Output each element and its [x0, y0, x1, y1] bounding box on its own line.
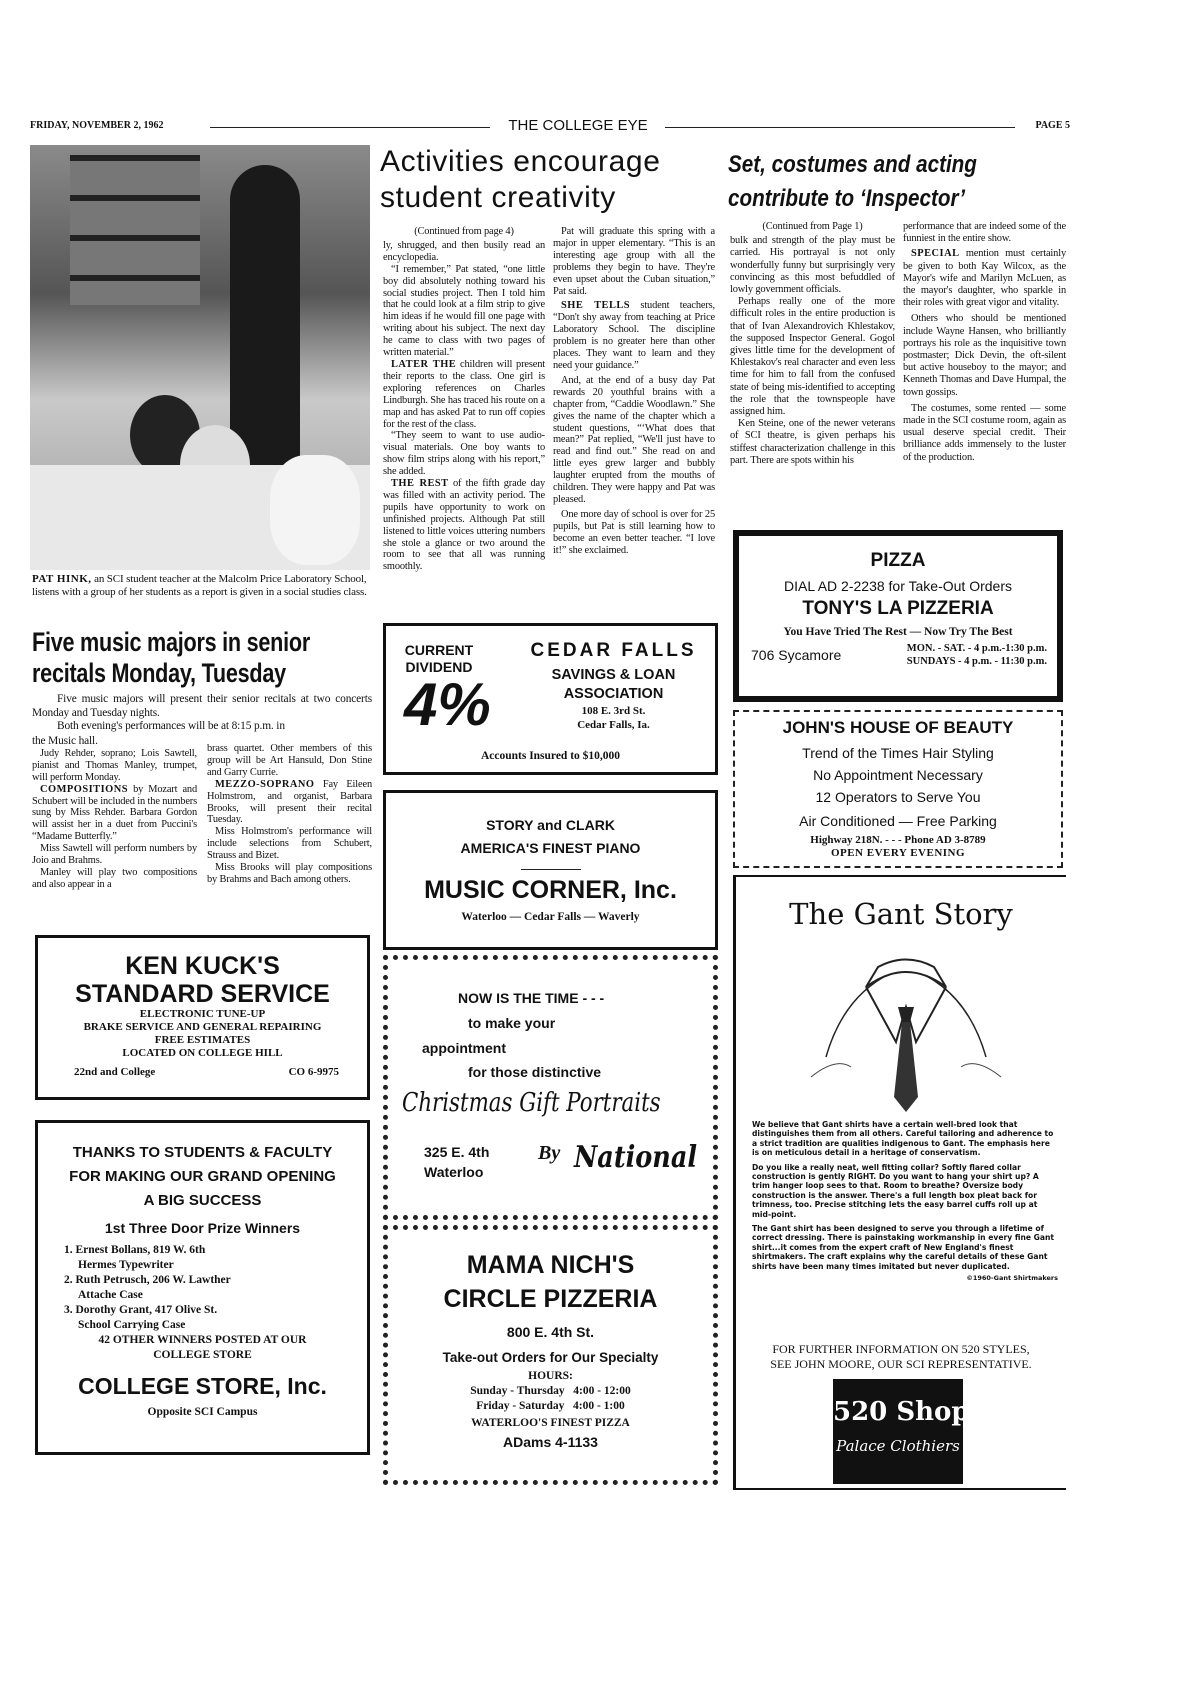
music-intro: Five music majors will present their senior recitals at two concerts Monday and Tuesday nights. Both evening's performances will be at 8:15 p.m. in: [32, 693, 372, 732]
inspector-col-1: (Continued from Page 1) bulk and strength of the play must be carried. His portrayal is not only wonderfully funny but surprisingly very convincing as this most befuddled of lowly government officials. Perhaps really one of the more difficult roles in the entire production is that of Ivan Alexandrovich Khlestakov, the supposed Inspector General. Gogol gives little time for the development of Khlestakov's real character and even less time for him to fall from the confused state of being mis-identified to accepting the role that the townspeople have assigned him. Ken Steine, one of the newer veterans of SCI theatre, is given perhaps his stiffest characterization challenge in this part. There are spots within his: [730, 221, 895, 466]
classroom-photo: [30, 145, 370, 570]
phone: CO 6-9975: [288, 1066, 339, 1078]
activities-col-2: Pat will graduate this spring with a major in upper elementary. “This is an interesting age group with all the problems they begin to have. They're even upset about the Cuban situation,” Pat said. SHE TELLS student teachers, “Don't shy away from teaching at Price Laboratory School. The discipline problem is no greater here than other places. They want to learn and they need your guidance.” And, at the end of a busy day Pat rewards 20 youthful brains with a chapter from, “Caddie Woodlawn.” She gives the name of the chapter which a student questions, “‘What does that mean?” Pat replied, “We'll just have to read and find out.” She read on and little eyes grew larger and bubbly laughter erupted from the mouths of children. They were happy and Pat was pleased. One more day of school is over for 25 pupils, but Pat is still learning how to become an even better teacher. “I love it!” she exclaimed.: [553, 226, 715, 556]
dividend-rate: 4%: [404, 671, 491, 738]
ken-kuck-ad: KEN KUCK'S STANDARD SERVICE ELECTRONIC TUNE-UP BRAKE SERVICE AND GENERAL REPAIRING FREE ESTIMATES LOCATED ON COLLEGE HILL 22nd and College CO 6-9975: [35, 935, 370, 1100]
address: 706 Sycamore: [751, 647, 842, 663]
winner-1: 1. Ernest Bollans, 819 W. 6th: [64, 1244, 206, 1256]
520-shop-logo: 520 Shop Palace Clothiers: [833, 1379, 963, 1484]
activities-headline: Activities encourage student creativity: [380, 145, 661, 214]
shirt-collar-illustration: [806, 947, 1006, 1117]
winner-3: 3. Dorothy Grant, 417 Olive St.: [64, 1304, 218, 1316]
music-col-1: the Music hall. Judy Rehder, soprano; Lois Sawtell, pianist and Thomas Manley, trumpet, will perform Monday. COMPOSITIONS by Mozart and Schubert will be included in the numbers sung by Miss Rehder. Barbara Gordon will assist her in a duet from Puccini's “Madame Butterfly.” Miss Sawtell will perform numbers by Joio and Brahms. Manley will play two compositions and also appear in a: [32, 735, 197, 890]
college-store-ad: THANKS TO STUDENTS & FACULTY FOR MAKING OUR GRAND OPENING A BIG SUCCESS 1st Three Door Prize Winners 1. Ernest Bollans, 819 W. 6th Hermes Typewriter 2. Ruth Petrusch, 206 W. Lawther Attache Case 3. Dorothy Grant, 417 Olive St. School Carrying Case 42 OTHER WINNERS POSTED AT OUR COLLEGE STORE COLLEGE STORE, Inc. Opposite SCI Campus: [35, 1120, 370, 1455]
divider: [665, 127, 1015, 128]
gant-info: FOR FURTHER INFORMATION ON 520 STYLES, SEE JOHN MOORE, OUR SCI REPRESENTATIVE.: [770, 1342, 1032, 1371]
winner-2: 2. Ruth Petrusch, 206 W. Lawther: [64, 1274, 231, 1286]
address: 22nd and College: [74, 1066, 156, 1078]
johns-house-of-beauty-ad: JOHN'S HOUSE OF BEAUTY Trend of the Times Hair Styling No Appointment Necessary 12 Operators to Serve You Air Conditioned — Free Parking Highway 218N. - - - Phone AD 3-8789 OPEN EVERY EVENING: [733, 710, 1063, 868]
gant-copy: We believe that Gant shirts have a certain well-bred look that distinguishes them from all others. Careful tailoring and adherence to a strict tradition are qualities indigenous to Gant. The emphasis here is on meticulous detail in a heritage of conservatism. Do you like a really neat, well fitting collar? Softly flared collar construction is gently RIGHT. Do you want to hang your shirt up? A trim hanger loop sees to that. Room to breathe? Oversize body construction is the answer. There's a full length box pleat back for trimness, too. Precise stitching lets the easy barrel cuffs roll up at mid-point. The Gant shirt has been designed to serve you through a lifetime of correct dressing. There is painstaking workmanship in every fine Gant shirt...it comes from the expert craft of New England's finest shirtmakers. The craft explains why the careful details of these Gant shirts have been many times imitated but never duplicated. ©1960-Gant Shirtmakers: [752, 1120, 1058, 1283]
inspector-col-2: performance that are indeed some of the funniest in the entire show. SPECIAL mention must certainly be given to both Kay Wilcox, as the Mayor's wife and Marilyn McLuen, as the mayor's daughter, who sparkle in their roles with great vigor and vitality. Others who should be mentioned include Wayne Hansen, who brilliantly portrays his role as the inquisitive town postmaster; Dick Devin, the oft-silent but active houseboy to the mayor; and Kenneth Thomas and Dave Humpal, the town gossips. The costumes, some rented — some made in the SCI costume room, again as usual deserve special credit. Their brilliance adds immensely to the luster of the production.: [903, 221, 1066, 463]
page-number: PAGE 5: [1035, 120, 1070, 131]
national-portraits-ad: NOW IS THE TIME - - - to make your appointment for those distinctive Christmas Gift Portraits 325 E. 4th Waterloo By National: [383, 955, 718, 1220]
gant-shirts-ad: [733, 875, 1066, 1490]
mama-nichs-ad: MAMA NICH'S CIRCLE PIZZERIA 800 E. 4th St. Take-out Orders for Our Specialty HOURS: Sunday - Thursday 4:00 - 12:00 Friday - Saturday 4:00 - 1:00 WATERLOO'S FINEST PIZZA ADams 4-1133: [383, 1225, 718, 1485]
cedar-falls-savings-ad: CURRENT DIVIDEND 4% CEDAR FALLS SAVINGS & LOAN ASSOCIATION 108 E. 3rd St. Cedar Falls, Ia. Accounts Insured to $10,000: [383, 623, 718, 775]
music-col-2: brass quartet. Other members of this group will be Art Hansuld, Don Stine and Garry Currie. MEZZO-SOPRANO Fay Eileen Holmstrom, and organist, Barbara Brooks, will present their recital Tuesday. Miss Holmstrom's performance will include selections from Schubert, Strauss and Bizet. Miss Brooks will play compositions by Brahms and Bach among others.: [207, 743, 372, 885]
inspector-headline: Set, costumes and acting contribute to ‘Inspector’: [728, 151, 977, 212]
masthead: [30, 117, 1070, 136]
paper-title: THE COLLEGE EYE: [508, 117, 648, 134]
national-logo: National: [574, 1140, 698, 1175]
issue-date: FRIDAY, NOVEMBER 2, 1962: [30, 120, 164, 131]
music-corner-ad: STORY and CLARK AMERICA'S FINEST PIANO MUSIC CORNER, Inc. Waterloo — Cedar Falls — Waverly: [383, 790, 718, 950]
activities-col-1: (Continued from page 4) ly, shrugged, and then busily read an encyclopedia. “I remember,” Pat stated, “one little boy did absolutely nothing toward his social studies project. Then I told him that he could look at a film strip to give him ideas if he would fill one page with writing about his subject. The next day he came to class with two pages of written material.” LATER THE children will present their reports to the class. One girl is exploring references on Charles Lindburgh. She has traced his route on a map and has asked Pat to run off copies for the rest of the class. “They seem to want to use audio-visual materials. One boy wants to show film strips along with his report,” she added. THE REST of the fifth grade day was filled with an activity period. The pupils have opportunity to work on unfinished projects. Although Pat still listened to little voices uttering numbers she stole a glance or two around the room to see that all was running smoothly.: [383, 226, 545, 573]
tonys-pizzeria-ad: PIZZA DIAL AD 2-2238 for Take-Out Orders TONY'S LA PIZZERIA You Have Tried The Rest — Now Try The Best 706 Sycamore MON. - SAT. - 4 p.m.-1:30 p.m. SUNDAYS - 4 p.m. - 11:30 p.m.: [733, 530, 1063, 702]
photo-caption: PAT HINK, an SCI student teacher at the Malcolm Price Laboratory School, listens with a group of her students as a report is given in a social studies class.: [32, 573, 367, 598]
divider: [210, 127, 490, 128]
music-headline: Five music majors in senior recitals Monday, Tuesday: [32, 627, 311, 688]
gant-title: The Gant Story: [789, 897, 1013, 931]
